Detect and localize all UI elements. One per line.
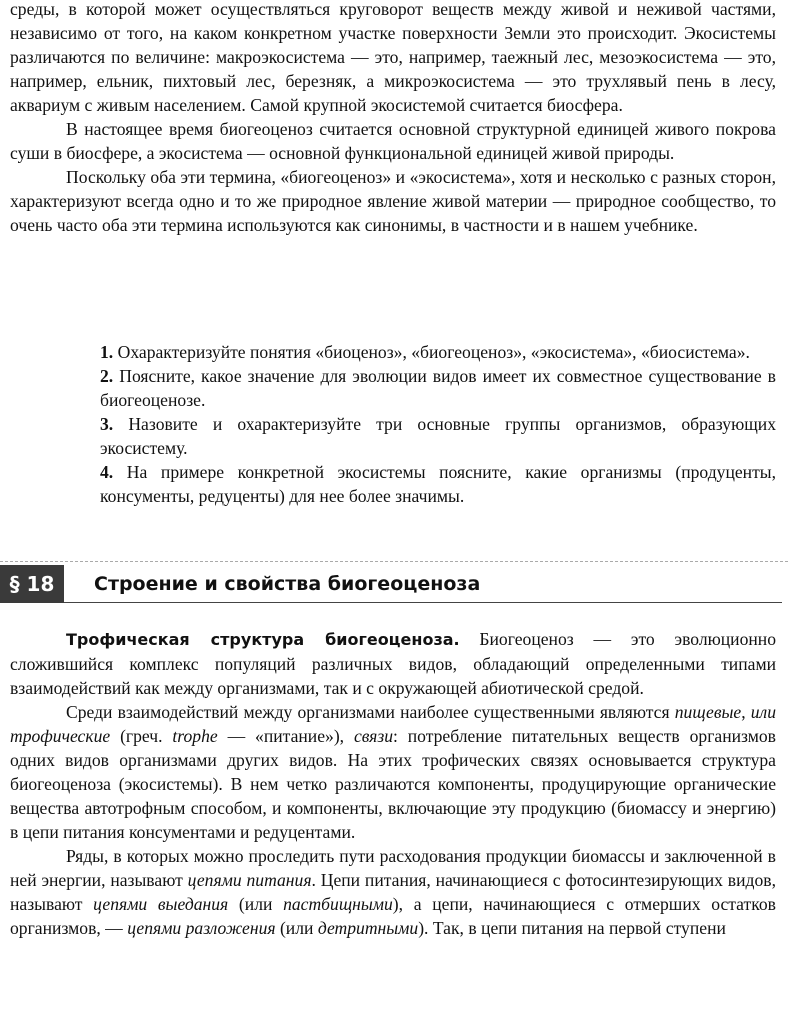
section-top-divider	[0, 561, 788, 562]
emphasis-term: или трофические	[10, 702, 777, 746]
paragraph-text: Биогеоценоз — это эволюционно сложившийся комплекс популяций различных видов, обладающий определенными типами взаимодействий как между организмами, так и с окружающей абиотической средой.	[10, 629, 776, 698]
paragraph-text: Среди взаимодействий между организмами наиболее существенными являются	[66, 702, 675, 722]
paragraph-lead-heading: Трофическая структура биогеоценоза.	[66, 630, 460, 649]
question-2	[100, 364, 776, 412]
emphasis-term: trophe	[172, 726, 218, 746]
question-text: Назовите и охарактеризуйте три основные группы организмов, образующих экосистему.	[100, 414, 776, 458]
question-number: 1.	[100, 342, 114, 362]
question-text: На примере конкретной экосистемы поясните, какие организмы (продуценты, консументы, редуценты) для нее более значимы.	[100, 462, 776, 506]
question-number: 2.	[100, 366, 114, 386]
body-paragraph-1	[10, 627, 776, 700]
intro-paragraph-1: среды, в которой может осуществляться круговорот веществ между живой и неживой частями, независимо от того, на каком конкретном участке поверхности Земли это происходит. Экосистемы различаются по величине: макроэкосистема — это, например, таежный лес, мезоэкосистема — это, например, ельник, пихтовый лес, березняк, а микроэкосистема — это трухлявый пень в лесу, аквариум с живым населением. Самой крупной экосистемой считается биосфера.	[10, 0, 776, 115]
paragraph-text: ). Так, в цепи питания на первой ступени	[418, 918, 726, 938]
paragraph-text: (или	[275, 918, 318, 938]
body-paragraph-3	[10, 844, 776, 940]
question-text: Охарактеризуйте понятия «биоценоз», «биогеоценоз», «экосистема», «биосистема».	[117, 342, 750, 362]
paragraph-text: : потребление питательных веществ организмов одних видов организмами других видов. На этих трофических связях основывается структура биогеоценоза (экосистемы). В нем четко различаются компоненты, продуцирующие органические вещества автотрофным способом, и компоненты, включающие эту продукцию (биомассу и энергию) в цепи питания консументами и редуцентами.	[10, 726, 776, 842]
question-text: Поясните, какое значение для эволюции видов имеет их совместное существование в биогеоценозе.	[100, 366, 776, 410]
paragraph-text: ,	[741, 702, 751, 722]
body-paragraph-2	[10, 700, 776, 844]
emphasis-term: цепями выедания	[93, 894, 229, 914]
paragraph-text: Ряды, в которых можно проследить пути расходования продукции биомассы и заключенной в ней энергии, называют	[10, 846, 776, 890]
intro-paragraph-3: Поскольку оба эти термина, «биогеоценоз» и «экосистема», хотя и несколько с разных сторон, характеризуют всегда одно и то же природное явление живой материи — природное сообщество, то очень часто оба эти термина используются как синонимы, в частности и в нашем учебнике.	[10, 167, 776, 235]
intro-paragraph-2: В настоящее время биогеоценоз считается основной структурной единицей живого покрова суши в биосфере, а экосистема — основной функциональной единицей живой природы.	[10, 119, 776, 163]
section-title-underline	[64, 602, 782, 603]
emphasis-term: цепями разложения	[127, 918, 276, 938]
intro-text	[10, 0, 776, 237]
paragraph-text: (или	[228, 894, 284, 914]
paragraph-text: — «питание»),	[217, 726, 354, 746]
section-title: Строение и свойства биогеоценоза	[94, 573, 481, 595]
question-1	[100, 340, 776, 364]
section-header	[0, 565, 788, 603]
question-number: 4.	[100, 462, 114, 482]
paragraph-text: ), а цепи, начинающиеся с отмерших остатков организмов, —	[10, 894, 776, 938]
section-number-badge: § 18	[0, 565, 64, 603]
question-number: 3.	[100, 414, 114, 434]
paragraph-text: (греч.	[110, 726, 173, 746]
review-questions	[100, 340, 776, 508]
question-4	[100, 460, 776, 508]
emphasis-term: цепями питания	[187, 870, 312, 890]
section-body	[10, 627, 776, 940]
emphasis-term: связи	[353, 726, 393, 746]
emphasis-term: детритными	[317, 918, 419, 938]
emphasis-term: пищевые	[674, 702, 742, 722]
paragraph-text: . Цепи питания, начинающиеся с фотосинтезирующих видов, называют	[10, 870, 776, 914]
emphasis-term: пастбищными	[283, 894, 393, 914]
question-3	[100, 412, 776, 460]
